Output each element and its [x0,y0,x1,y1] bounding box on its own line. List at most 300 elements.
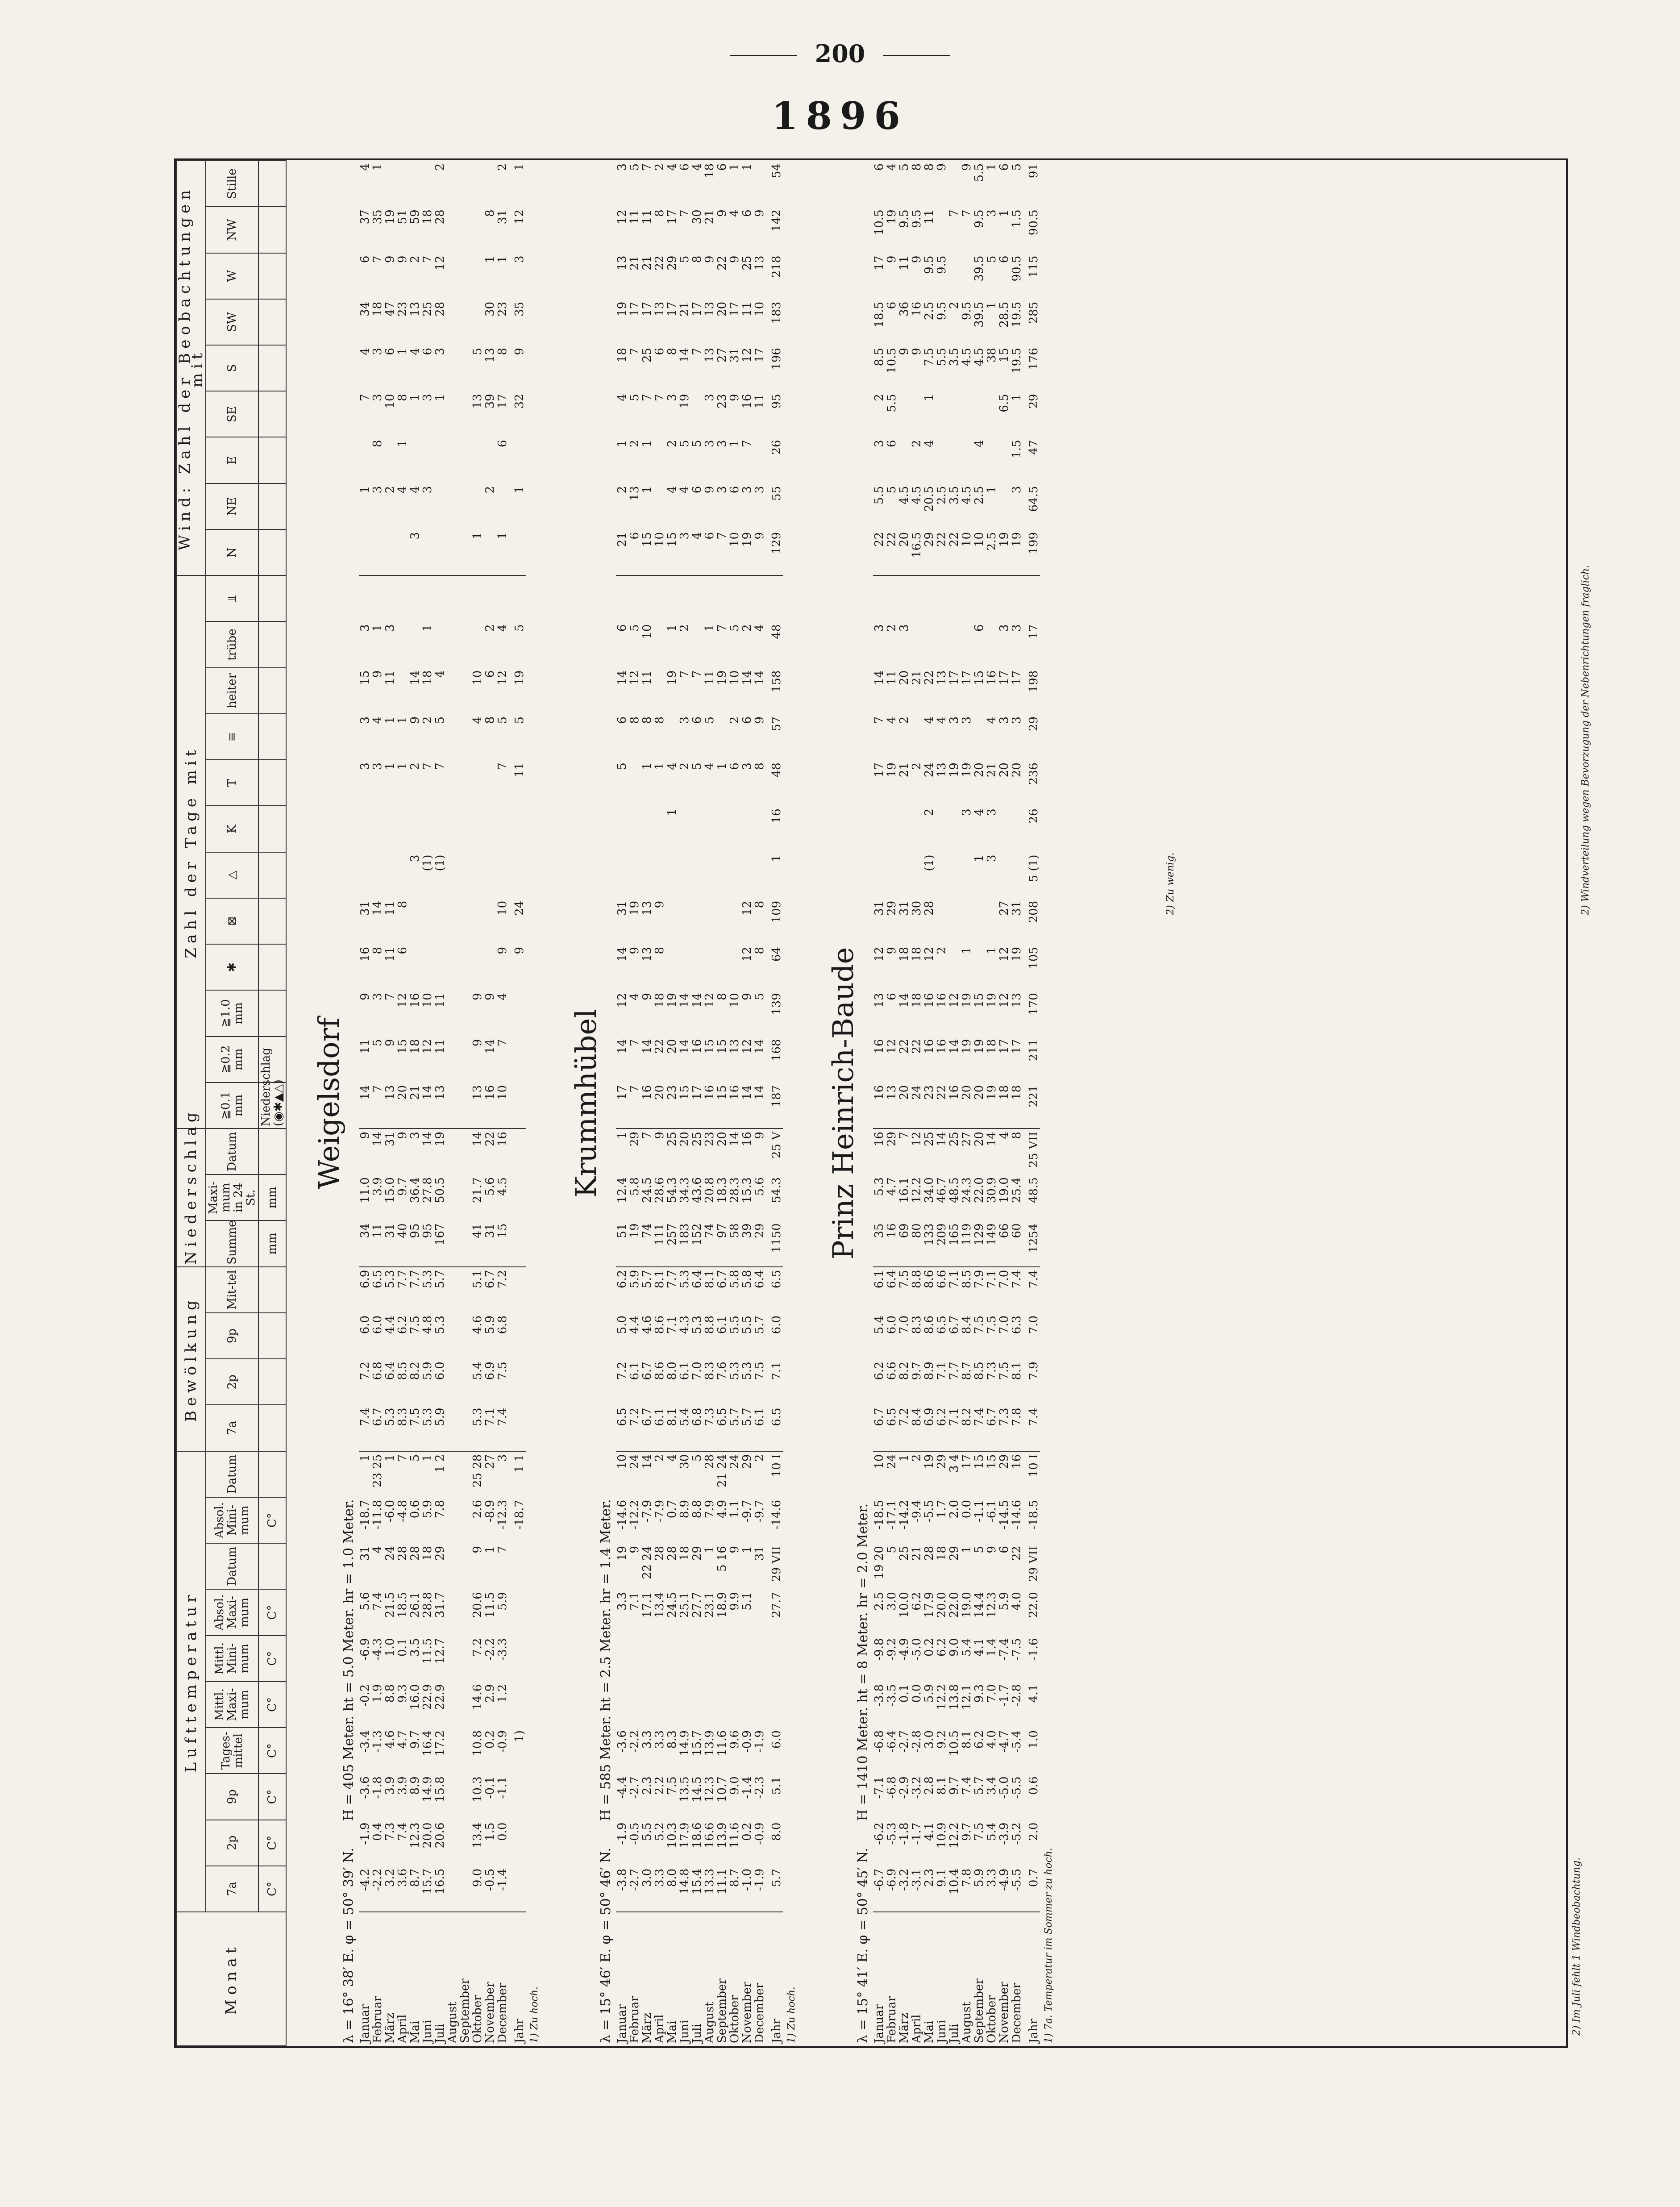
column-header: 7a [206,1405,258,1451]
month-cell: Februar [628,1912,641,2046]
value-cell: -3.6 [358,1776,372,1799]
value-cell: 4 [396,486,409,494]
value-cell [409,944,421,990]
value-cell: 16 [640,1085,654,1100]
value-cell: 5 [690,440,704,448]
value-cell: 5 [513,624,526,632]
value-cell [421,437,434,483]
value-cell: 20 [998,762,1011,778]
value-cell [973,575,986,621]
value-cell: 29 [741,1451,753,1497]
value-cell [446,575,459,621]
value-cell: 1 [960,1546,973,1553]
value-cell: 18.5 [396,1592,409,1618]
value-cell: 27.7 [690,1592,704,1618]
value-cell: 14 [873,670,886,685]
value-cell [459,852,471,898]
value-cell [446,944,459,990]
value-cell: 24 [886,1451,898,1497]
value-cell [998,852,1010,898]
value-cell [728,852,741,898]
value-cell: 17 [665,301,679,316]
column-unit [258,760,286,806]
value-cell: 7.4 [371,1592,384,1611]
value-cell: 39.5 [973,301,986,328]
value-cell: 3 [998,716,1011,724]
value-cell [421,161,434,207]
value-cell [471,852,484,898]
value-cell: 2.5 [923,301,936,321]
value-cell: 23 [496,301,509,316]
value-cell [728,944,741,990]
value-cell [409,575,421,621]
value-cell: 5.3 [383,1407,397,1426]
value-cell [948,621,961,667]
value-cell: 8.5 [961,1267,973,1313]
value-cell: 4.6 [471,1315,484,1334]
value-cell: 22 [715,255,729,271]
value-cell [484,437,496,483]
value-cell [459,1636,471,1682]
value-cell: 165 [948,1223,961,1246]
value-cell: 1.9 [371,1684,384,1703]
value-cell: 19 [948,762,961,778]
value-cell: -6.4 [885,1730,898,1753]
value-cell: 47 [383,301,397,316]
value-cell [484,575,496,621]
value-cell: -2.2 [628,1730,641,1753]
value-cell: 2 [678,762,691,770]
value-cell: 21 [910,670,923,685]
value-cell [384,437,396,483]
value-cell: 9 [910,348,923,355]
value-cell [1010,806,1023,852]
month-cell: November [741,1912,753,2046]
value-cell: 18 [421,1546,434,1561]
value-cell [471,621,484,667]
value-cell: 9 [753,209,766,217]
value-cell: 15 [640,532,654,547]
value-cell: 7.4 [358,1407,372,1426]
value-cell: 1 [433,394,447,401]
value-cell: 2 [898,716,911,724]
month-cell: August [446,1912,459,2046]
value-cell: 2 [628,440,641,448]
value-cell: 5 [885,1546,898,1553]
value-cell: 2 [873,394,886,401]
value-cell [936,852,948,898]
value-cell [459,299,471,345]
value-cell: 90.5 [1027,209,1040,236]
table-row [496,161,509,2046]
value-cell: 1.5 [1010,209,1023,228]
value-cell: 9 [910,255,923,263]
value-cell: 22 [885,532,898,547]
value-cell [459,990,471,1036]
column-header: Datum [206,1128,258,1174]
value-cell: -1.9 [753,1868,766,1891]
value-cell: 5.9 [923,1684,936,1703]
value-cell [509,1174,526,1220]
value-cell: 23 [396,301,409,316]
column-unit [258,529,286,575]
value-cell: 12 [513,209,526,225]
value-cell [459,1774,471,1820]
value-cell: -18.5 [873,1499,886,1530]
value-cell: 20 [396,1085,409,1100]
value-cell: 8 [483,716,497,724]
value-cell [653,575,666,621]
value-cell: 2 [653,163,666,171]
value-cell: 1 [383,762,397,770]
value-cell: 8 [496,348,509,355]
value-cell: 6 [740,716,754,724]
value-cell: -2.7 [898,1730,911,1753]
value-cell: 7 [715,624,729,632]
value-cell: 3 [358,624,372,632]
value-cell: -2.2 [371,1868,384,1891]
column-unit [258,1128,286,1174]
value-cell: 5.3 [433,1315,447,1334]
value-cell: 22 [873,532,886,547]
value-cell: 1 [421,1451,434,1497]
value-cell: -1.3 [371,1730,384,1753]
value-cell: 7 [640,163,654,171]
value-cell: 6 [873,163,886,171]
value-cell: 8.0 [665,1362,679,1380]
value-cell [998,806,1010,852]
value-cell: 2 [496,163,509,171]
value-cell: 28 [923,900,936,916]
column-header: W [206,253,258,299]
value-cell: 14 [690,993,704,1008]
value-cell: 8.1 [960,1730,973,1749]
value-cell: 6.4 [753,1267,766,1313]
month-cell: Oktober [471,1912,484,2046]
value-cell: 4 [628,993,641,1000]
value-cell: 4 [973,808,986,816]
value-cell: 20.0 [421,1822,434,1849]
value-cell: 2 [910,762,923,770]
column-unit [258,299,286,345]
value-cell: 1 [1010,394,1023,401]
value-cell: 39 [740,1223,754,1238]
value-cell: 34.3 [678,1177,691,1203]
value-cell [471,483,484,529]
value-cell: 14 [678,1039,691,1054]
value-cell: 26 [1027,808,1040,824]
value-cell: 4.7 [885,1177,898,1196]
value-cell: 29 [936,1451,948,1497]
value-cell: 14.9 [678,1730,691,1756]
value-cell [961,437,973,483]
value-cell: 6.2 [396,1315,409,1334]
value-cell: -0.9 [753,1822,766,1845]
column-header: heiter [206,668,258,714]
value-cell: 15 [973,993,986,1008]
value-cell: 17 [615,1085,629,1100]
value-cell: 6.7 [873,1407,886,1426]
value-cell: -1.9 [358,1822,372,1845]
value-cell: 0.2 [483,1730,497,1749]
value-cell: 26 [770,440,783,455]
value-cell [948,944,961,990]
value-cell: 4 [665,762,679,770]
year-heading: 1896 [772,94,908,138]
value-cell: 16 [910,301,923,316]
value-cell: -5.5 [1010,1776,1023,1799]
value-cell [753,806,766,852]
value-cell: 2.0 [1027,1822,1040,1841]
value-cell: 14 [986,1128,998,1174]
value-cell: 18 [935,1546,948,1561]
value-cell: 7 [948,209,961,217]
value-cell: 29 [665,255,679,271]
station-name: Prinz Heinrich-Baude [827,947,860,1260]
value-cell: 16 [728,1085,741,1100]
value-cell [446,714,459,760]
value-cell: 9.5 [910,209,923,228]
value-cell: 6.4 [383,1362,397,1380]
value-cell [741,852,753,898]
footnote-row [526,161,544,2046]
value-cell: 0.7 [1027,1868,1040,1887]
value-cell [728,1682,741,1728]
value-cell: 8 [371,947,384,954]
value-cell: 18 [421,209,434,225]
value-cell: 3 [513,255,526,263]
value-cell: 12 [496,670,509,685]
value-cell: 14 [421,1085,434,1100]
table-row [998,161,1010,2046]
value-cell: 13.9 [703,1730,716,1756]
value-cell: 6.7 [948,1315,961,1334]
value-cell: -5.4 [1010,1730,1023,1753]
column-header: ≡ [206,714,258,760]
value-cell: 3.0 [885,1592,898,1611]
value-cell: 9.0 [948,1638,961,1657]
value-cell: 1 [371,163,384,171]
value-cell [459,437,471,483]
value-cell: 12 [948,993,961,1008]
header-rule-right [883,55,950,56]
value-cell: -3.2 [910,1776,923,1799]
value-cell [459,714,471,760]
value-cell: 31 [496,209,509,225]
value-cell [459,345,471,391]
value-cell: 18 [898,947,911,962]
value-cell: 2 [911,1451,923,1497]
value-cell: 9 [513,348,526,355]
value-cell: -1.9 [753,1730,766,1753]
column-header: 9p [206,1774,258,1820]
value-cell: 30 [910,900,923,916]
value-cell: 16.5 [910,532,923,558]
column-header: 7a [206,1866,258,1912]
value-cell: -2.7 [628,1868,641,1891]
value-cell: -6.2 [873,1822,886,1845]
value-cell: 7 [496,1546,509,1553]
column-header: ⫫ [206,575,258,621]
value-cell: 6 [740,209,754,217]
value-cell: 1 [740,163,754,171]
value-cell [728,575,741,621]
value-cell: 36 [898,301,911,316]
value-cell: 3 [898,624,911,632]
value-cell: 27 [998,900,1011,916]
value-cell: 9 [471,993,484,1000]
value-cell: 3 [421,486,434,494]
value-cell: 29 [998,1451,1010,1497]
value-cell: 9 [653,900,666,908]
value-cell: 9 [640,993,654,1000]
value-cell: 19 [665,993,679,1008]
month-cell: September [973,1912,986,2046]
value-cell: 6.1 [753,1407,766,1426]
month-cell: Jahr [509,1912,526,2046]
value-cell [484,944,496,990]
value-cell: 8 [1010,1128,1023,1174]
value-cell: 28.3 [728,1177,741,1203]
value-cell: 7.3 [703,1407,716,1426]
value-cell: 11 [898,255,911,271]
value-cell: -6.0 [383,1499,397,1523]
value-cell [434,621,446,667]
value-cell: 90.5 [1010,255,1023,282]
value-cell: 3 [408,532,422,540]
value-cell: 22 24 [640,1546,654,1579]
value-cell: 28 [396,1546,409,1561]
value-cell: 6 [383,348,397,355]
value-cell: -3.3 [496,1638,509,1661]
value-cell: 3 [715,440,729,448]
value-cell: 5.4 [873,1315,886,1334]
value-cell: 19 [513,670,526,685]
value-cell [716,944,728,990]
value-cell: 8 [653,209,666,217]
column-header: Absol. Maxi-mum [206,1589,258,1635]
value-cell [484,852,496,898]
value-cell [509,1405,526,1451]
table-row [936,161,948,2046]
value-cell: 16 [740,394,754,409]
value-cell: 11.1 [715,1868,729,1895]
value-cell [911,621,923,667]
value-cell: 21 [703,209,716,225]
value-cell [459,1451,471,1497]
value-cell [641,806,653,852]
value-cell: 7.9 [973,1267,986,1313]
value-cell: -18.5 [1027,1499,1040,1530]
value-cell: 95 [408,1223,422,1238]
value-cell: 16 [770,808,783,824]
value-cell: 7.3 [383,1822,397,1841]
value-cell: 6 [678,163,691,171]
value-cell: -6.9 [358,1638,372,1661]
value-cell: 5.3 [873,1177,886,1196]
value-cell: 8.1 [653,1267,666,1313]
value-cell: 29 [948,1546,961,1561]
value-cell: 19 [885,209,898,225]
value-cell: -0.2 [358,1684,372,1707]
value-cell [898,575,911,621]
value-cell: -9.4 [910,1499,923,1523]
value-cell [459,1728,471,1774]
value-cell: 48 [770,762,783,778]
value-cell: 7.5 [898,1267,911,1313]
value-cell: 25 28 [471,1451,484,1497]
group-header-row [176,161,206,2046]
value-cell: 5 [691,1451,703,1497]
page-number-header [0,39,1680,68]
value-cell: 8.1 [935,1776,948,1795]
value-cell: 11 [513,762,526,778]
value-cell: 5 [885,486,898,494]
value-cell [616,806,628,852]
column-header: SW [206,299,258,345]
value-cell: 21 [985,762,998,778]
value-cell: 5.0 [615,1315,629,1334]
value-cell: 4 [471,716,484,724]
month-cell: Februar [371,1912,384,2046]
value-cell: 13 [483,348,497,363]
value-cell: 7 [960,209,973,217]
value-cell: 13 [653,301,666,316]
value-cell: 16 [690,1039,704,1054]
value-cell: 13 [408,301,422,316]
value-cell [628,1682,641,1728]
value-cell: 5 [1010,163,1023,171]
value-cell [691,944,703,990]
value-cell: 15 [973,670,986,685]
value-cell: -0.1 [483,1776,497,1799]
value-cell: 19 [434,1128,446,1174]
value-cell: 12 [615,209,629,225]
value-cell: 9 [396,255,409,263]
value-cell: 8.4 [910,1407,923,1426]
month-cell: Oktober [986,1912,998,2046]
month-cell: November [484,1912,496,2046]
value-cell: 6.1 [873,1267,886,1313]
column-header: 2p [206,1359,258,1405]
value-cell: 1 [985,301,998,309]
month-cell: Mai [666,1912,678,2046]
value-cell: 41 [471,1223,484,1238]
value-cell: 139 [770,993,783,1015]
value-cell: 14 [615,947,629,962]
value-cell: 7 [628,1039,641,1047]
value-cell: 183 [678,1223,691,1246]
value-cell: 1) [513,1730,526,1742]
value-cell: 24 [628,1451,641,1497]
value-cell: 4 [923,716,936,724]
value-cell: 35 [873,1223,886,1238]
value-cell: 176 [1027,348,1040,370]
value-cell [653,621,666,667]
column-header: Stille [206,161,258,207]
station-heights: H = 1410 Meter. ht = 8 Meter. hr = 2.0 Meter. [855,1503,871,1821]
table-row [421,161,434,2046]
value-cell [666,575,678,621]
value-cell [728,898,741,944]
value-cell: 6 [885,440,898,448]
value-cell: 196 [770,348,783,370]
column-unit [258,1313,286,1359]
value-cell: 3 [703,394,716,401]
value-cell: -0.5 [628,1822,641,1845]
value-cell: 24 [728,1451,741,1497]
column-header: Datum [206,1451,258,1497]
